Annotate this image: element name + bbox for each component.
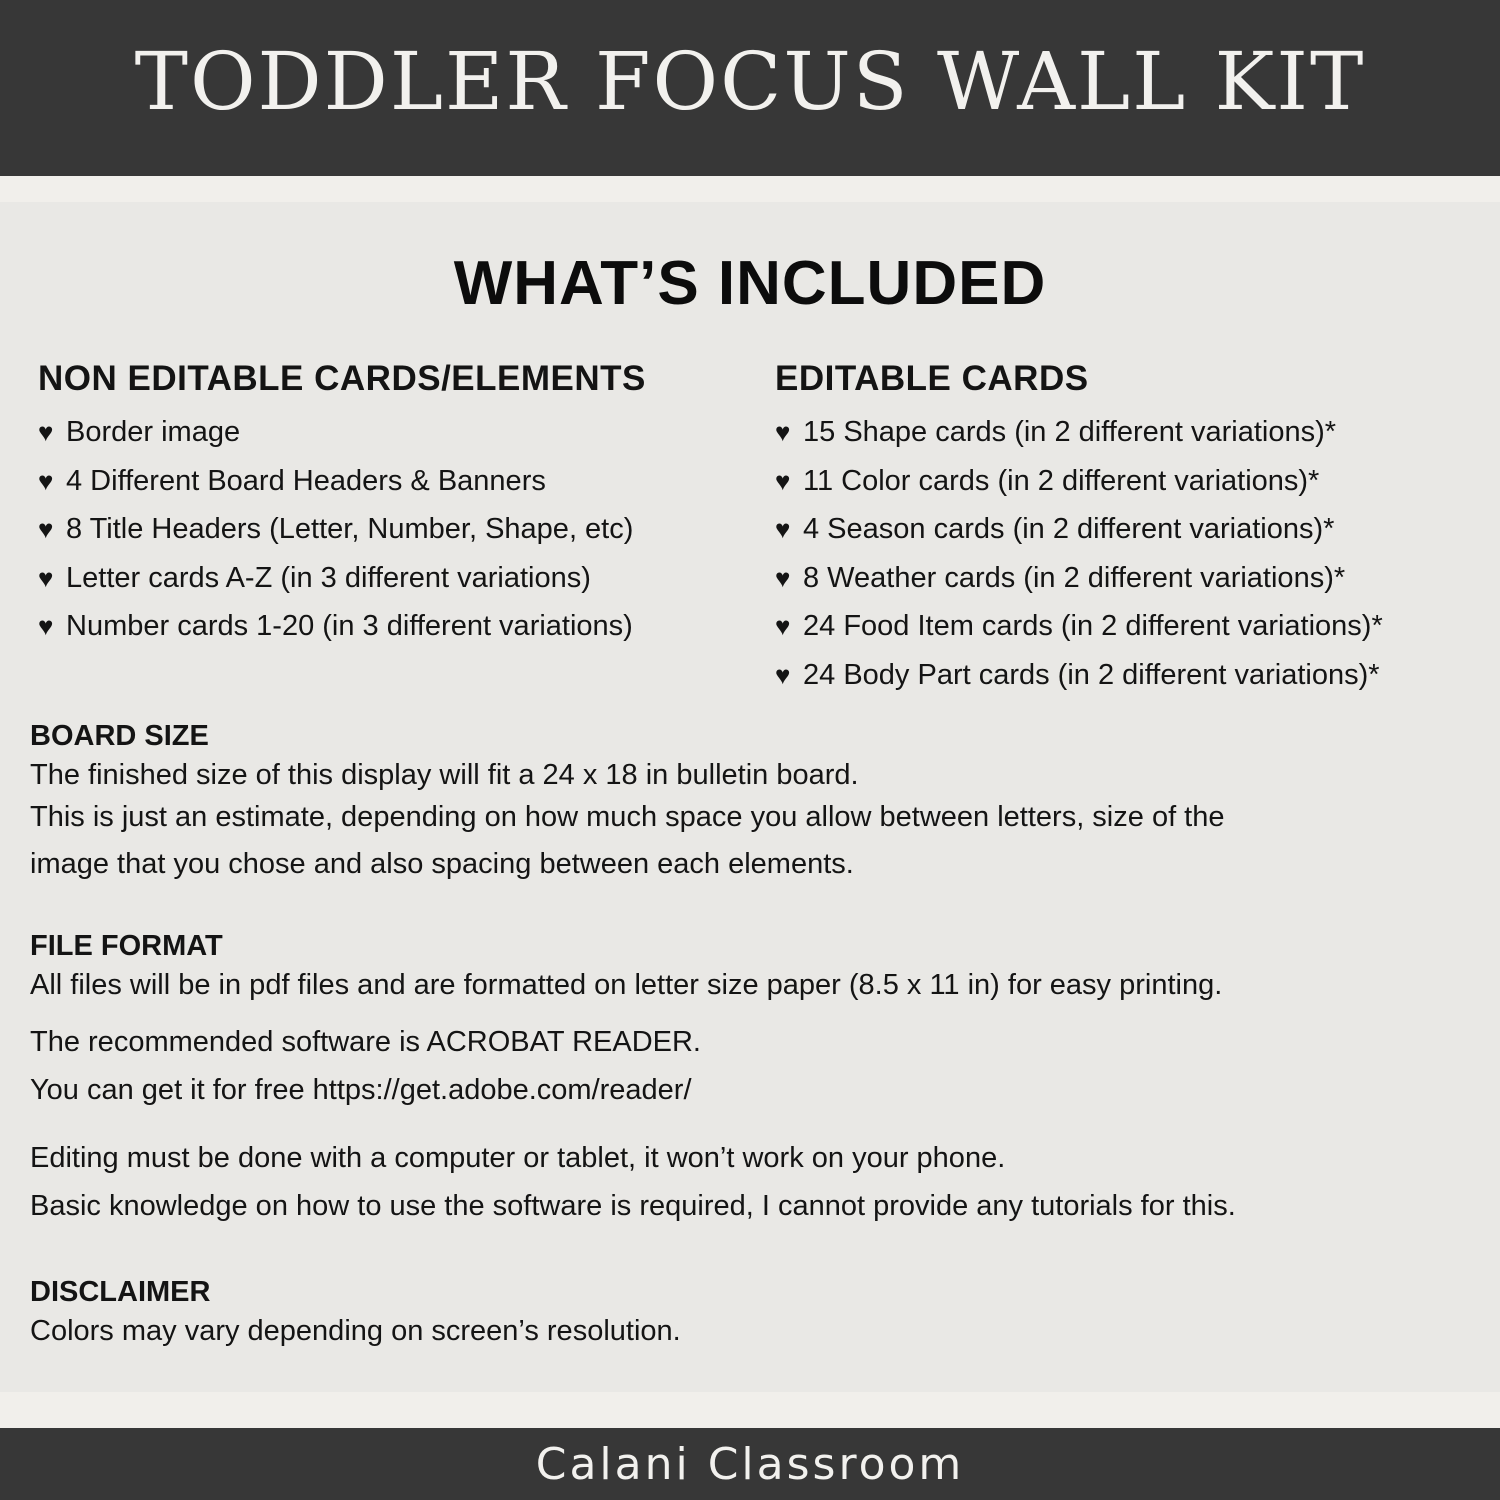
- heart-icon: ♥: [38, 514, 54, 544]
- file-format-line: You can get it for free https://get.adobe.com/reader/: [30, 1074, 692, 1106]
- board-size-line: The finished size of this display will fit a 24 x 18 in bulletin board.: [30, 759, 859, 791]
- heart-icon: ♥: [775, 514, 791, 544]
- list-item: ♥ 4 Different Board Headers & Banners: [38, 457, 758, 506]
- paper-strip-top: [0, 176, 1500, 202]
- heart-icon: ♥: [775, 562, 791, 593]
- non-editable-column: [38, 358, 758, 651]
- footer: [0, 1428, 1500, 1500]
- paper-strip-bottom: [0, 1392, 1500, 1428]
- board-size-line: image that you chose and also spacing between each elements.: [30, 848, 854, 880]
- heart-icon: ♥: [38, 417, 54, 447]
- heart-icon: ♥: [38, 465, 54, 496]
- list-item: ♥ 8 Title Headers (Letter, Number, Shape, etc): [38, 505, 758, 554]
- file-format-section: [30, 928, 1470, 1230]
- page-title: TODDLER FOCUS WALL KIT: [134, 34, 1366, 128]
- disclaimer-section: [30, 1274, 1470, 1352]
- heart-icon: ♥: [38, 562, 54, 593]
- list-item: ♥ Border image: [38, 408, 758, 457]
- list-item: ♥ 11 Color cards (in 2 different variations)*: [775, 457, 1475, 506]
- list-item: ♥ 15 Shape cards (in 2 different variations)*: [775, 408, 1475, 457]
- disclaimer-line: Colors may vary depending on screen’s resolution.: [30, 1315, 681, 1347]
- file-format-line: Basic knowledge on how to use the software is required, I cannot provide any tutorials for this.: [30, 1190, 1236, 1222]
- heart-icon: ♥: [775, 611, 791, 641]
- board-size-heading: BOARD SIZE: [30, 720, 209, 752]
- file-format-heading: FILE FORMAT: [30, 930, 223, 962]
- board-size-section: [30, 718, 1470, 890]
- non-editable-list: [38, 408, 758, 651]
- non-editable-heading: NON EDITABLE CARDS/ELEMENTS: [38, 359, 646, 398]
- list-item: ♥ 24 Food Item cards (in 2 different variations)*: [775, 602, 1475, 651]
- list-item: ♥ Letter cards A-Z (in 3 different variations): [38, 554, 758, 603]
- file-format-line: Editing must be done with a computer or tablet, it won’t work on your phone.: [30, 1142, 1006, 1174]
- file-format-line: All files will be in pdf files and are formatted on letter size paper (8.5 x 11 in) for easy printing.: [30, 969, 1223, 1001]
- heart-icon: ♥: [775, 417, 791, 447]
- list-item: ♥ 4 Season cards (in 2 different variations)*: [775, 505, 1475, 554]
- disclaimer-heading: DISCLAIMER: [30, 1276, 211, 1308]
- editable-list: [775, 408, 1475, 699]
- list-item: ♥ 8 Weather cards (in 2 different variations)*: [775, 554, 1475, 603]
- whats-included-heading: WHAT’S INCLUDED: [453, 249, 1047, 318]
- heart-icon: ♥: [775, 465, 791, 496]
- heart-icon: ♥: [38, 611, 54, 641]
- content-panel: [0, 202, 1500, 1392]
- editable-column: [775, 358, 1475, 699]
- list-item: ♥ 24 Body Part cards (in 2 different variations)*: [775, 651, 1475, 700]
- top-banner: [0, 0, 1500, 176]
- brand-name: Calani Classroom: [535, 1438, 965, 1490]
- list-item: ♥ Number cards 1-20 (in 3 different variations): [38, 602, 758, 651]
- heart-icon: ♥: [775, 659, 791, 690]
- editable-heading: EDITABLE CARDS: [775, 359, 1089, 398]
- board-size-line: This is just an estimate, depending on how much space you allow between letters, size of the: [30, 801, 1225, 833]
- file-format-line: The recommended software is ACROBAT READER.: [30, 1026, 701, 1058]
